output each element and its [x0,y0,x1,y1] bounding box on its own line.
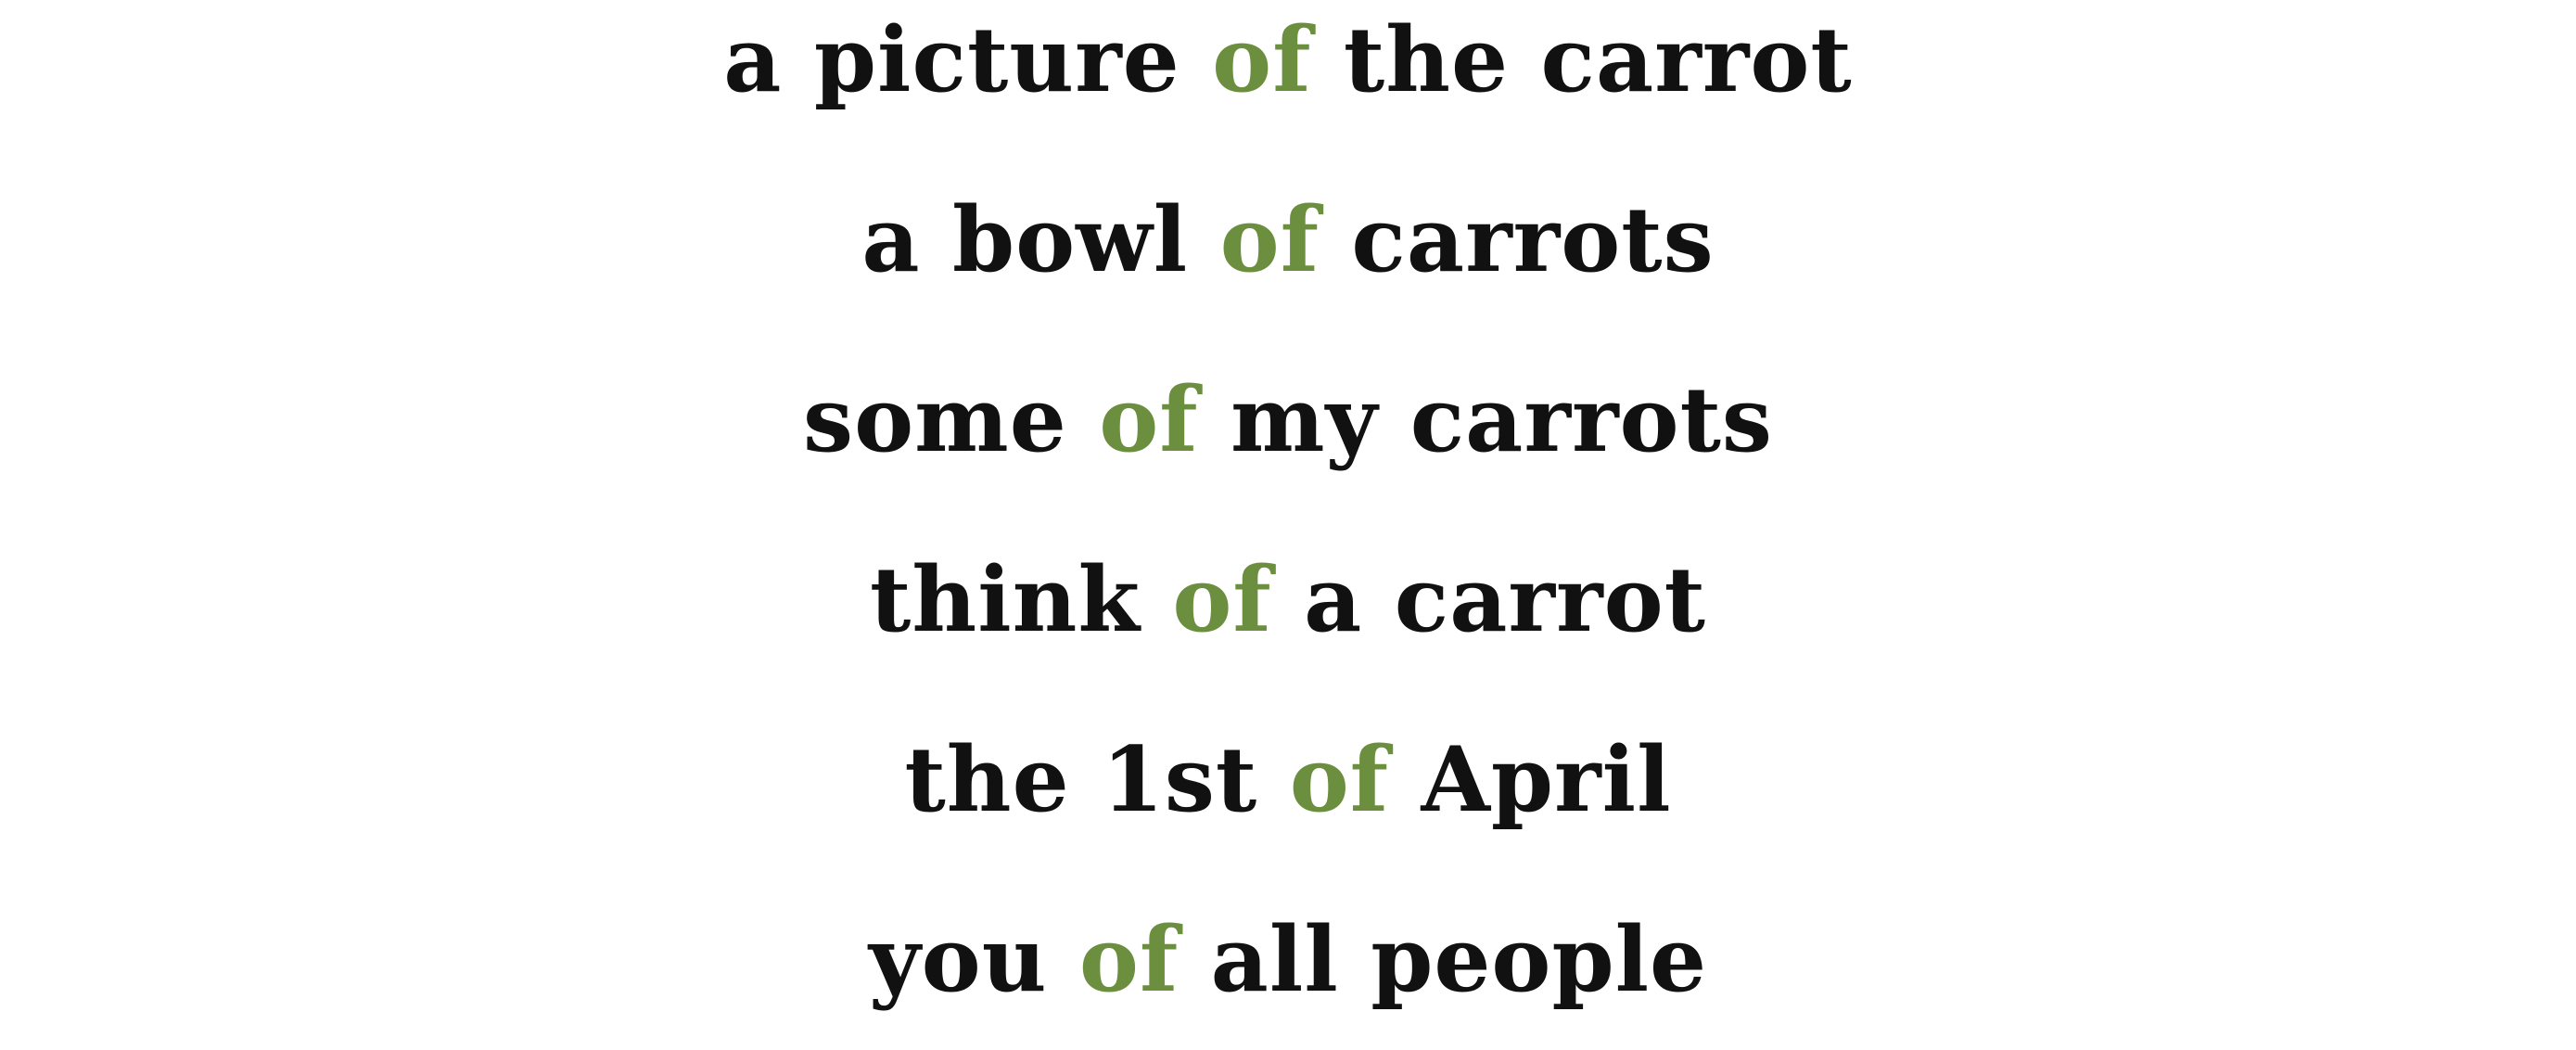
phrase-highlight-word: of [1099,367,1199,472]
phrase-before: a picture [723,7,1180,112]
phrase-highlight-word: of [1172,547,1272,652]
phrase-line [0,870,2576,1050]
phrase-highlight-word: of [1212,7,1312,112]
phrase-highlight-word: of [1219,187,1320,292]
phrase-before: think [870,547,1141,652]
phrase-before: the 1st [904,727,1258,832]
phrase-after: April [1421,727,1672,832]
phrase-after: my carrots [1230,367,1773,472]
phrase-line [0,690,2576,870]
phrase-line [0,150,2576,330]
phrase-after: a carrot [1304,547,1706,652]
phrase-before: you [868,907,1048,1012]
phrase-after: carrots [1351,187,1715,292]
phrase-after: all people [1210,907,1708,1012]
phrase-highlight-word: of [1289,727,1390,832]
phrase-line [0,510,2576,690]
phrase-line [0,330,2576,510]
phrase-line [0,0,2576,150]
phrase-before: some [803,367,1067,472]
phrase-before: a bowl [861,187,1189,292]
phrase-after: the carrot [1343,7,1853,112]
phrase-highlight-word: of [1078,907,1180,1012]
